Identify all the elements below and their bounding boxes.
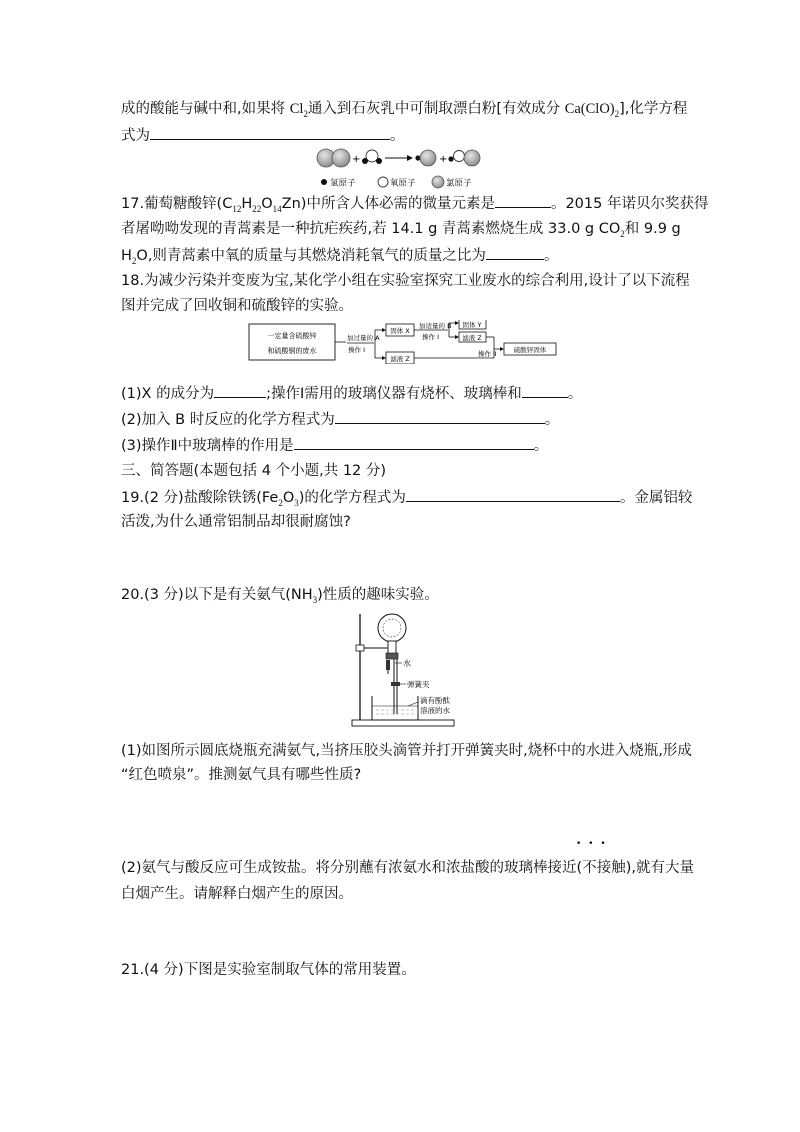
svg-text:加适量的 B: 加适量的 B [419,322,452,330]
legend-oxygen: 氧原子 [390,178,416,189]
answer-blank[interactable] [406,487,620,502]
answer-blank[interactable] [495,193,551,208]
reaction-arrow [385,155,413,161]
molecule-reaction-diagram [315,147,485,191]
dropper [386,660,390,674]
q20-part2-line2: 白烟产生。请解释白烟产生的原因。 [121,886,353,902]
answer-blank[interactable] [150,125,390,140]
legend-hydrogen: 氢原子 [330,178,356,189]
q16-line1: 成的酸能与碱中和,如果将 $Cl_2$通入到石灰乳中可制取漂白粉[有效成分 $Ca(ClO)_2$],化学方程 [121,101,688,119]
svg-text:固体 X: 固体 X [390,327,410,335]
label-water: 水 [403,659,411,668]
svg-text:固体 Y: 固体 Y [462,321,482,329]
flow-filtrate-z2-box [459,332,486,342]
q18-line2: 图并完成了回收铜和硫酸锌的实验。 [121,298,353,314]
label-solution-2: 溶液的水 [420,706,450,715]
svg-text:+: + [439,154,448,165]
cl2-molecule [317,149,350,167]
q18-sub3: (3)操作Ⅱ中玻璃棒的作用是 。 [121,435,548,456]
fountain-apparatus [348,606,468,730]
q18-sub2: (2)加入 B 时反应的化学方程式为 。 [121,409,559,430]
spring-clamp [391,682,400,686]
q20-part1-line1: (1)如图所示圆底烧瓶充满氨气,当挤压胶头滴管并打开弹簧夹时,烧杯中的水进入烧瓶,形成 [121,743,692,759]
q16-line2: 式为 。 [121,125,405,146]
svg-text:操作 Ⅰ: 操作 Ⅰ [422,333,439,341]
q20-part2-line1: (2)氨气与酸反应可生成铵盐。将分别蘸有浓氨水和浓盐酸的玻璃棒接近(不接触),就有大量 [121,860,694,876]
beaker [372,696,418,720]
flowchart [248,320,568,364]
q18-sub1: (1)X 的成分为 ;操作Ⅰ需用的玻璃仪器有烧杯、玻璃棒和 。 [121,383,582,404]
label-solution-1: 滴有酚酞 [420,696,450,705]
svg-text:滤液 Z: 滤液 Z [462,334,482,342]
svg-text:操作 Ⅰ: 操作 Ⅰ [348,346,365,354]
stand-base [352,720,454,726]
hcl-molecule [415,150,436,166]
q20-line1: 20.(3 分)以下是有关氨气$(NH_3)$性质的趣味实验。 [121,587,439,605]
q17-line1: 17.葡萄糖酸锌$(C_{12}H_{22}O_{14}Zn)$中所含人体必需的微量元素是 。2015 年诺贝尔奖获得 [121,193,708,214]
q18-line1: 18.为减少污染并变废为宝,某化学小组在实验室探究工业废水的综合利用,设计了以下流程 [121,273,690,289]
svg-text:滤液 Z: 滤液 Z [390,355,410,363]
answer-blank[interactable] [486,245,544,260]
answer-blank[interactable] [214,383,266,398]
svg-text:操作 Ⅱ: 操作 Ⅱ [478,350,497,358]
flow-solid-y-box [459,320,486,329]
svg-text:和硫酸铜的废水: 和硫酸铜的废水 [267,347,317,355]
svg-text:一定量含硫酸锌: 一定量含硫酸锌 [267,332,317,340]
label-clamp: 弹簧夹 [407,680,430,689]
q20-part1-line2: “红色喷泉”。推测氨气具有哪些性质? [121,767,362,783]
answer-blank[interactable] [294,435,534,450]
q17-line2: 者屠呦呦发现的青蒿素是一种抗疟疾药,若 14.1 g 青蒿素燃烧生成 33.0 g $CO_2$和 9.9 g [121,221,681,239]
hclo-molecule [448,150,480,166]
svg-text:加过量的 A: 加过量的 A [347,334,380,342]
svg-text:+: + [352,154,361,165]
q19-line2: 活泼,为什么通常铝制品却很耐腐蚀? [121,514,351,530]
flow-start-box [249,324,335,360]
emphasis-dots: • • • [576,839,608,849]
section-heading: 三、简答题(本题包括 4 个小题,共 12 分) [121,463,387,479]
round-bottom-flask [378,614,406,659]
h2o-molecule [362,150,382,164]
q17-line3: $H_2O$,则青蒿素中氧的质量与其燃烧消耗氧气的质量之比为 。 [121,245,558,266]
svg-text:硫酸锌固体: 硫酸锌固体 [513,346,547,354]
flow-product-box [504,343,556,355]
legend-chlorine: 氯原子 [446,178,472,189]
flow-filtrate-z-box [386,352,414,364]
q19-line1: 19.(2 分)盐酸除铁锈$(Fe_2O_3)$的化学方程式为 。金属铝较 [121,487,692,508]
flow-solid-x-box [386,324,414,336]
answer-blank[interactable] [335,409,545,424]
legend [321,176,472,189]
q21-line1: 21.(4 分)下图是实验室制取气体的常用装置。 [121,962,416,978]
answer-blank[interactable] [522,383,568,398]
